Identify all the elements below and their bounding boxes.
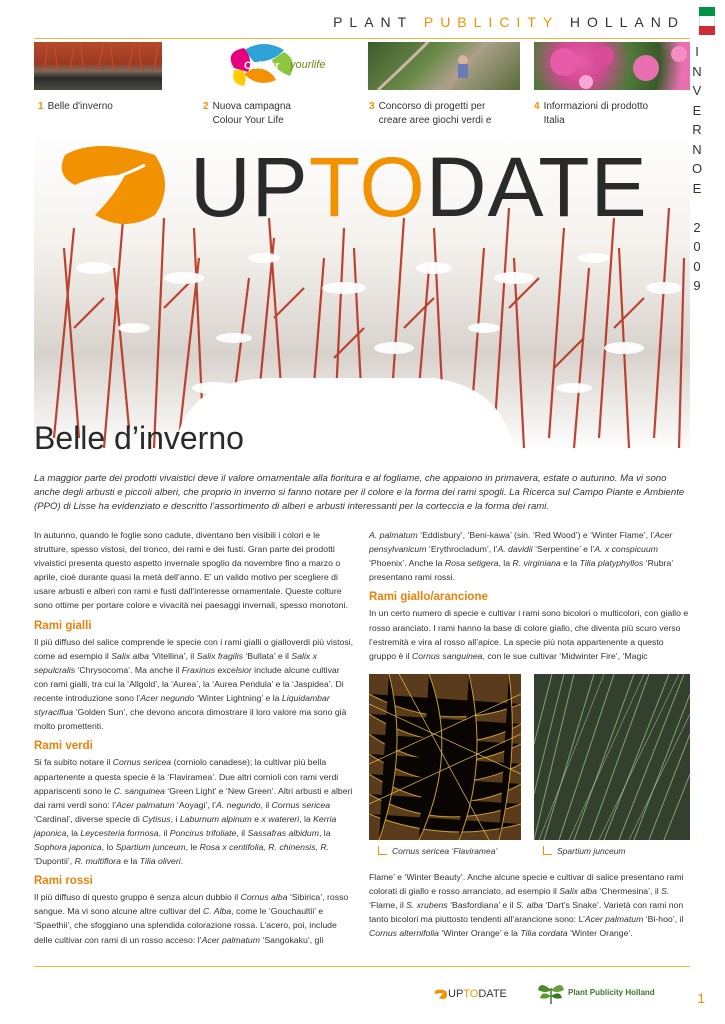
article-intro: La maggior parte dei prodotti vivaistici deve il valore ornamentale alla fioritura e al fogliame, che appaiono in primavera, estate o autunno. Ma vi sono anche degli arbusti e piccoli alberi, che proprio in inverno si fanno notare per il colore e la forma dei rami spogli. La Ricerca sul Campo Piante e Ambiente (PPO) di Lisse ha evidenziato e descritto l’assortimento di alberi e arbusti interessanti per la corteccia e la forma dei rami. bbox=[34, 473, 685, 513]
paragraph-rami-verdi: Si fa subito notare il Cornus sericea (corniolo canadese); la cultivar più bella appartenente a questa specie è la ‘Flaviramea’. Due altri cornioli con rami verdi appariscenti sono le C. sanguinea ‘Green Light’ e ‘New Green’. Altri arbusti e alberi dai rami verdi sono: l’Acer palmatum ‘Aoyagi’, l’A. negundo, il Cornus sericea ‘Cardinal’, diverse specie di Cytisus, i Laburnum alpinum e x watereri, la Kerria japonica, la Leycesteria formosa, il Poncirus trifoliate, il Sassafras albidum, la Sophora japonica, lo Spartium junceum, le Rosa x centifolia, R. chinensis, R. ‘Dupontii’, R. multiflora e la Tilia oliveri. bbox=[34, 757, 353, 867]
issue-letter: 2 bbox=[693, 219, 701, 235]
masthead-uptodate bbox=[190, 140, 648, 234]
teaser-1[interactable] bbox=[38, 100, 188, 114]
issue-letter: N bbox=[692, 63, 702, 79]
heading-rami-rossi: Rami rossi bbox=[34, 875, 93, 888]
paragraph-rami-giallo-arancione: In un certo numero di specie e cultivar i rami sono bicolori o multicolori, con giallo e rosso aranciato. I rami hanno la base di colore giallo, che diventa più scuro verso l’estremità e vira al rosso all’apice. La specie più nota appartenente a questo gruppo è il Cornus sanguinea, con le sue cultivar ‘Midwinter Fire’, ‘Magic bbox=[369, 608, 689, 661]
plant-publicity-holland-logo-icon bbox=[536, 978, 566, 1006]
photo-caption-text: Spartium junceum bbox=[557, 846, 626, 856]
paragraph-intro: In autunno, quando le foglie sono cadute, diventano ben visibili i colori e le strutture, spesso vistosi, del tronco, dei rami e dei fusti. Gran parte dei prodotti vivaistici presenta questo aspetto invernale spoglio da novembre fino a marzo o aprile, cioè durante quasi la metà dell’anno. E’ un valido motivo per scegliere di usare arbusti e alberi con rami e fusti dall’interesse ornamentale. Queste colture sono ottime per portare colore e vivacità nei paesaggi invernali, spesso monotoni. bbox=[34, 530, 348, 611]
article-column-left bbox=[34, 528, 354, 947]
issue-vertical-label bbox=[689, 42, 705, 296]
teaser-text: Concorso di progetti per creare aree giochi verdi e bbox=[378, 101, 492, 126]
colour-your-life-logo bbox=[214, 40, 354, 92]
paragraph-rami-gialli: Il più diffuso del salice comprende le specie con i rami gialli o gialloverdi più vistosi, come ad esempio il Salix alba ‘Vitellina’, il Salix fragilis ‘Bullata’ e il Salix x sepulcralis ‘Chrysocoma’. Ma anche il Fraxinus excelsior include alcune cultivar con rami gialli, tra cui la ‘Allgold’, la ‘Aurea’, la ‘Aurea Pendula’ e la ‘Jaspidea’. Di recente introduzione sono l’Acer negundo ‘Winter Lightning’ e la Liquidambar styraciflua ‘Golden Sun’, che devono ancora dimostrare il loro valore ma sono già molto promettenti. bbox=[34, 636, 354, 732]
masthead-date: DATE bbox=[425, 140, 648, 234]
thumb-winter-branches bbox=[34, 42, 162, 90]
teaser-4[interactable] bbox=[534, 100, 684, 128]
article-column-right-bottom bbox=[369, 870, 689, 940]
teaser-2[interactable] bbox=[203, 100, 353, 128]
brand-publicity: PUBLICITY bbox=[423, 14, 559, 30]
uptodate-leaf-logo-icon bbox=[55, 135, 175, 235]
article-title: Belle d’inverno bbox=[34, 420, 244, 456]
logo-yourlife-text: yourlife bbox=[290, 59, 326, 71]
footer-date: DATE bbox=[478, 988, 507, 1000]
issue-letter: R bbox=[692, 122, 702, 137]
footer-uptodate-logo bbox=[448, 988, 507, 1000]
top-divider bbox=[34, 38, 690, 39]
issue-letter: N bbox=[692, 141, 702, 157]
teaser-number: 4 bbox=[534, 101, 540, 112]
heading-rami-giallo-arancione: Rami giallo/arancione bbox=[369, 591, 488, 604]
teaser-text: Belle d'inverno bbox=[47, 101, 113, 112]
issue-letter: E bbox=[692, 102, 702, 118]
caption-bracket-icon bbox=[543, 846, 552, 855]
footer-up: UP bbox=[448, 988, 464, 1000]
teaser-text: Informazioni di prodotto Italia bbox=[543, 101, 649, 126]
issue-letter: 9 bbox=[693, 278, 701, 293]
issue-letter: I bbox=[695, 44, 699, 59]
paragraph-rami-rossi-cont: A. palmatum ‘Eddisbury’, ‘Beni-kawa’ (sin. ‘Red Wood’) e ‘Winter Flame’, l’Acer pensylvanicum ‘Erythrocladum’, l’A. davidii ‘Serpentine’ e l’A. x conspicuum ‘Phoenix’. Anche la Rosa setigera, la R. virginiana e la Tilia platyphyllos ‘Rubra’ presentano rami rossi. bbox=[369, 530, 673, 583]
teaser-number: 1 bbox=[38, 101, 44, 112]
article-column-right bbox=[369, 528, 689, 663]
footer-pph-text: Plant Publicity Holland bbox=[568, 988, 655, 997]
photo-spartium-junceum bbox=[534, 674, 690, 840]
heading-rami-gialli: Rami gialli bbox=[34, 619, 92, 632]
photo-cornus-sericea bbox=[369, 674, 521, 840]
issue-letter: 0 bbox=[693, 239, 701, 254]
masthead-to: TO bbox=[308, 140, 426, 234]
footer-to: TO bbox=[463, 988, 479, 1000]
heading-rami-verdi: Rami verdi bbox=[34, 740, 93, 753]
paragraph-rami-rossi: Il più diffuso di questo gruppo è senza alcun dubbio il Cornus alba ‘Sibirica’, rosso sangue. Ma vi sono alcune altre cultivar del C. Alba, come le ‘Gouchaultii’ e ‘Spaethii’, che sfoggiano una splendida colorazione rossa. L’acero, poi, include delle cultivar con rami di un rosso acceso: l’Acer palmatum ‘Sangokaku’, gli bbox=[34, 892, 349, 945]
teaser-number: 3 bbox=[369, 101, 375, 112]
logo-colour-text: Colour bbox=[244, 60, 280, 72]
photo-caption-right bbox=[543, 846, 626, 856]
issue-letter bbox=[689, 198, 705, 218]
photo-caption-text: Cornus sericea ‘Flaviramea’ bbox=[392, 846, 498, 856]
bottom-divider bbox=[34, 966, 690, 967]
brand-name bbox=[333, 14, 685, 30]
issue-letter: O bbox=[691, 161, 703, 176]
thumb-peonies bbox=[534, 42, 690, 90]
paragraph-giallo-arancione-cont: Flame’ e ‘Winter Beauty’. Anche alcune specie e cultivar di salice presentano rami colorati di giallo e rosso arranciato, ad esempio il Salix alba ‘Chermesina’, il S. ‘Flame, il S. xrubens ‘Basfordiana’ e il S. alba ‘Dart’s Snake’. Varietà con rami non tanto bicolori ma piuttosto tendenti all’arancione sono: L’Acer palmatum ‘Bi-hoo’, il Cornus alternifolia ‘Winter Orange’ e la Tilia cordata ‘Winter Orange’. bbox=[369, 872, 684, 939]
thumb-playground bbox=[368, 42, 520, 90]
italian-flag-icon bbox=[699, 7, 715, 35]
brand-plant: PLANT bbox=[333, 14, 413, 30]
issue-letter: E bbox=[692, 180, 702, 196]
issue-letter: 0 bbox=[693, 258, 701, 274]
page-number: 1 bbox=[697, 990, 705, 1006]
issue-letter: V bbox=[692, 83, 702, 98]
masthead-up: UP bbox=[190, 140, 309, 234]
caption-bracket-icon bbox=[378, 846, 387, 855]
teaser-text: Nuova campagna Colour Your Life bbox=[212, 101, 291, 126]
brand-holland: HOLLAND bbox=[569, 14, 685, 30]
teaser-number: 2 bbox=[203, 101, 209, 112]
uptodate-small-leaf-icon bbox=[434, 988, 448, 1000]
photo-caption-left bbox=[378, 846, 497, 856]
